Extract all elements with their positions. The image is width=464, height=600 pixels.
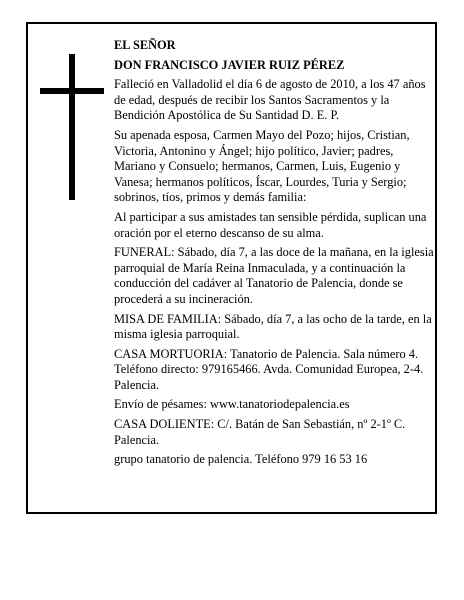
cross-icon (40, 54, 104, 200)
obituary-notice (26, 22, 437, 514)
mortuary-info: CASA MORTUORIA: Tanatorio de Palencia. Sala número 4. Teléfono directo: 979165466. Avda. Comunidad Europea, 2-4. Palencia. (114, 346, 424, 392)
family-home-info: CASA DOLIENTE: C/. Batán de San Sebastián, nº 2-1º C. Palencia. (114, 417, 406, 447)
deceased-name: DON FRANCISCO JAVIER RUIZ PÉREZ (114, 57, 345, 72)
cross-horizontal-bar (40, 88, 104, 94)
death-announcement: Falleció en Valladolid el día 6 de agosto de 2010, a los 47 años de edad, después de recibir los Santos Sacramentos y la Bendición Apostólica de Su Santidad D. E. P. (114, 77, 426, 123)
family-mass-info: MISA DE FAMILIA: Sábado, día 7, a las ocho de la tarde, en la misma iglesia parroquial. (114, 311, 432, 342)
funeral-info: FUNERAL: Sábado, día 7, a las doce de la mañana, en la iglesia parroquial de María Reina Inmaculada, y a continuación la conducción del cadáver al Tanatorio de Palencia, donde se procederá a su incineración. (114, 245, 434, 306)
notice-text (114, 38, 434, 472)
notice-title: EL SEÑOR (114, 38, 176, 52)
family-list: Su apenada esposa, Carmen Mayo del Pozo; hijos, Cristian, Victoria, Antonino y Ángel; hijo político, Javier; padres, Mariano y Consuelo; hermanos, Carmen, Luis, Eugenio y Vanesa; hermanos políticos, Íscar, Lourdes, Turia y Sergio; sobrinos, tíos, primos y demás familia: (114, 127, 410, 205)
funeral-home-contact: grupo tanatorio de palencia. Teléfono 979 16 53 16 (114, 452, 368, 467)
cross-vertical-bar (69, 54, 75, 200)
prayer-request: Al participar a sus amistades tan sensible pérdida, suplican una oración por el eterno descanso de su alma. (114, 209, 427, 240)
condolences-info: Envío de pésames: www.tanatoriodepalencia.es (114, 397, 350, 412)
